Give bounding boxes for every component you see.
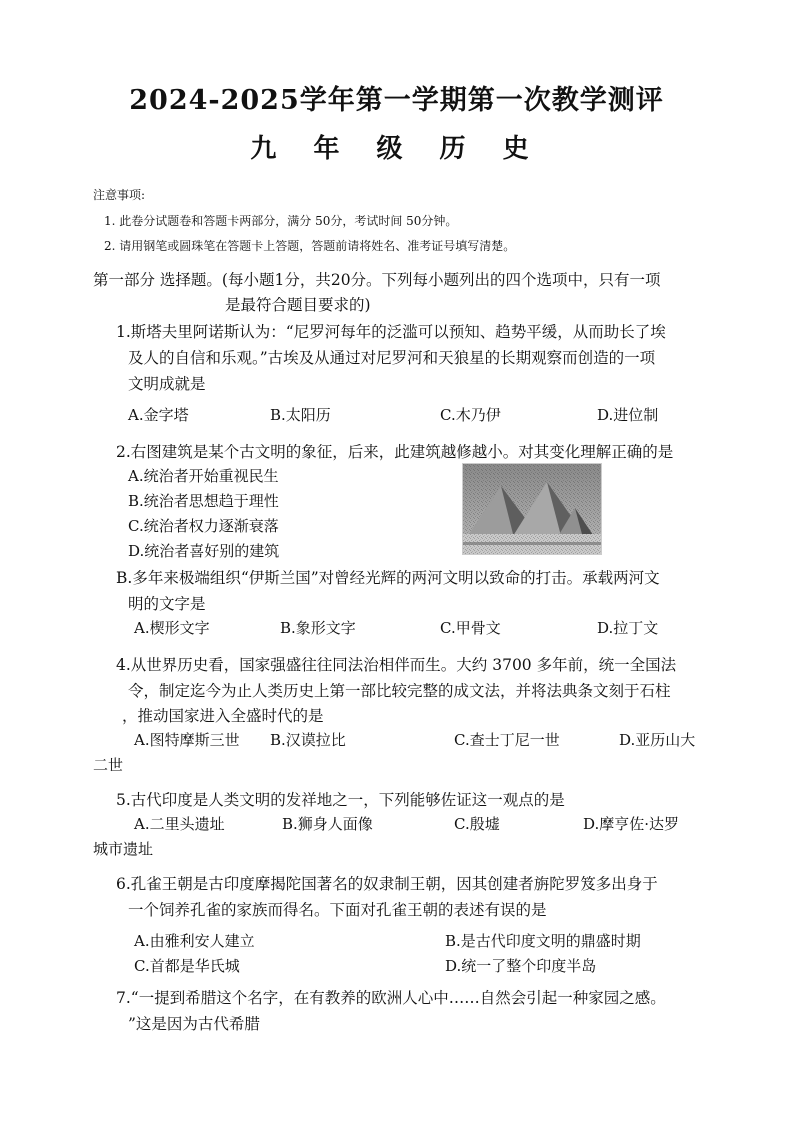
question-5-stem: 5.古代印度是人类文明的发祥地之一，下列能够佐证这一观点的是 (116, 791, 565, 809)
question-6-stem: 6.孔雀王朝是古印度摩揭陀国著名的奴隶制王朝，因其创建者旃陀罗笈多出身于 (116, 875, 658, 893)
section-header: 第一部分 选择题。(每小题1分，共20分。下列每小题列出的四个选项中，只有一项 (93, 271, 661, 289)
exam-title: 2024-2025学年第一学期第一次教学测评 (129, 85, 664, 116)
question-4-stem: 4.从世界历史看，国家强盛往往同法治相伴而生。大约 3700 多年前，统一全国法 (116, 656, 677, 674)
question-3-option-a: A.楔形文字 (134, 619, 210, 637)
question-1-option-c: C.木乃伊 (440, 406, 501, 424)
question-4-option-b: B.汉谟拉比 (270, 731, 346, 749)
question-6-option-b: B.是古代印度文明的鼎盛时期 (445, 932, 641, 950)
question-7-stem: ”这是因为古代希腊 (128, 1015, 260, 1033)
question-1-option-b: B.太阳历 (270, 406, 331, 424)
question-3-option-d: D.拉丁文 (597, 619, 659, 637)
pyramid-photo-image (463, 464, 601, 554)
question-5-option-d: D.摩亨佐·达罗 (583, 815, 680, 833)
notice-item: 2. 请用钢笔或圆珠笔在答题卡上答题，答题前请将姓名、准考证号填写清楚。 (104, 239, 516, 253)
question-4-option-a: A.图特摩斯三世 (134, 731, 240, 749)
question-2-option-d: D.统治者喜好别的建筑 (128, 542, 280, 560)
question-4-stem: 令，制定迄今为止人类历史上第一部比较完整的成文法，并将法典条文刻于石柱 (128, 682, 671, 700)
notice-heading: 注意事项: (93, 188, 146, 202)
question-2-stem: 2.右图建筑是某个古文明的象征，后来，此建筑越修越小。对其变化理解正确的是 (116, 443, 674, 461)
question-4-option-d: D.亚历山大 (619, 731, 696, 749)
question-5-option-b: B.狮身人面像 (282, 815, 373, 833)
question-3-stem: 明的文字是 (128, 595, 206, 613)
question-2-option-b: B.统治者思想趋于理性 (128, 492, 279, 510)
question-4-stem: ，推动国家进入全盛时代的是 (122, 707, 324, 725)
question-4-option-d-wrap: 二世 (93, 756, 124, 774)
pyramid-photo (462, 463, 602, 555)
exam-subtitle: 九 年 级 历 史 (250, 134, 543, 164)
question-1-stem: 及人的自信和乐观。”古埃及从通过对尼罗河和天狼星的长期观察而创造的一项 (128, 349, 656, 367)
question-1-option-d: D.进位制 (597, 406, 659, 424)
question-6-option-d: D.统一了整个印度半岛 (445, 957, 597, 975)
question-6-stem: 一个饲养孔雀的家族而得名。下面对孔雀王朝的表述有误的是 (128, 901, 547, 919)
notice-item: 1. 此卷分试题卷和答题卡两部分，满分 50分，考试时间 50分钟。 (104, 214, 458, 228)
question-1-option-a: A.金字塔 (128, 406, 189, 424)
question-7-stem: 7.“一提到希腊这个名字，在有教养的欧洲人心中……自然会引起一种家园之感。 (116, 989, 666, 1007)
question-4-option-c: C.查士丁尼一世 (454, 731, 560, 749)
question-5-option-d-wrap: 城市遗址 (93, 840, 154, 858)
question-2-option-c: C.统治者权力逐渐衰落 (128, 517, 279, 535)
question-2-option-a: A.统治者开始重视民生 (128, 467, 279, 485)
section-header-cont: 是最符合题目要求的) (225, 296, 371, 314)
question-1-stem: 1.斯塔夫里阿诺斯认为：“尼罗河每年的泛滥可以预知、趋势平缓，从而助长了埃 (116, 323, 666, 341)
question-3-option-c: C.甲骨文 (440, 619, 501, 637)
question-3-option-b: B.象形文字 (280, 619, 356, 637)
question-1-stem: 文明成就是 (128, 375, 206, 393)
question-5-option-c: C.殷墟 (454, 815, 500, 833)
question-5-option-a: A.二里头遗址 (134, 815, 225, 833)
question-6-option-c: C.首都是华氏城 (134, 957, 240, 975)
question-3-stem: B.多年来极端组织“伊斯兰国”对曾经光辉的两河文明以致命的打击。承载两河文 (116, 569, 660, 587)
question-6-option-a: A.由雅利安人建立 (134, 932, 255, 950)
